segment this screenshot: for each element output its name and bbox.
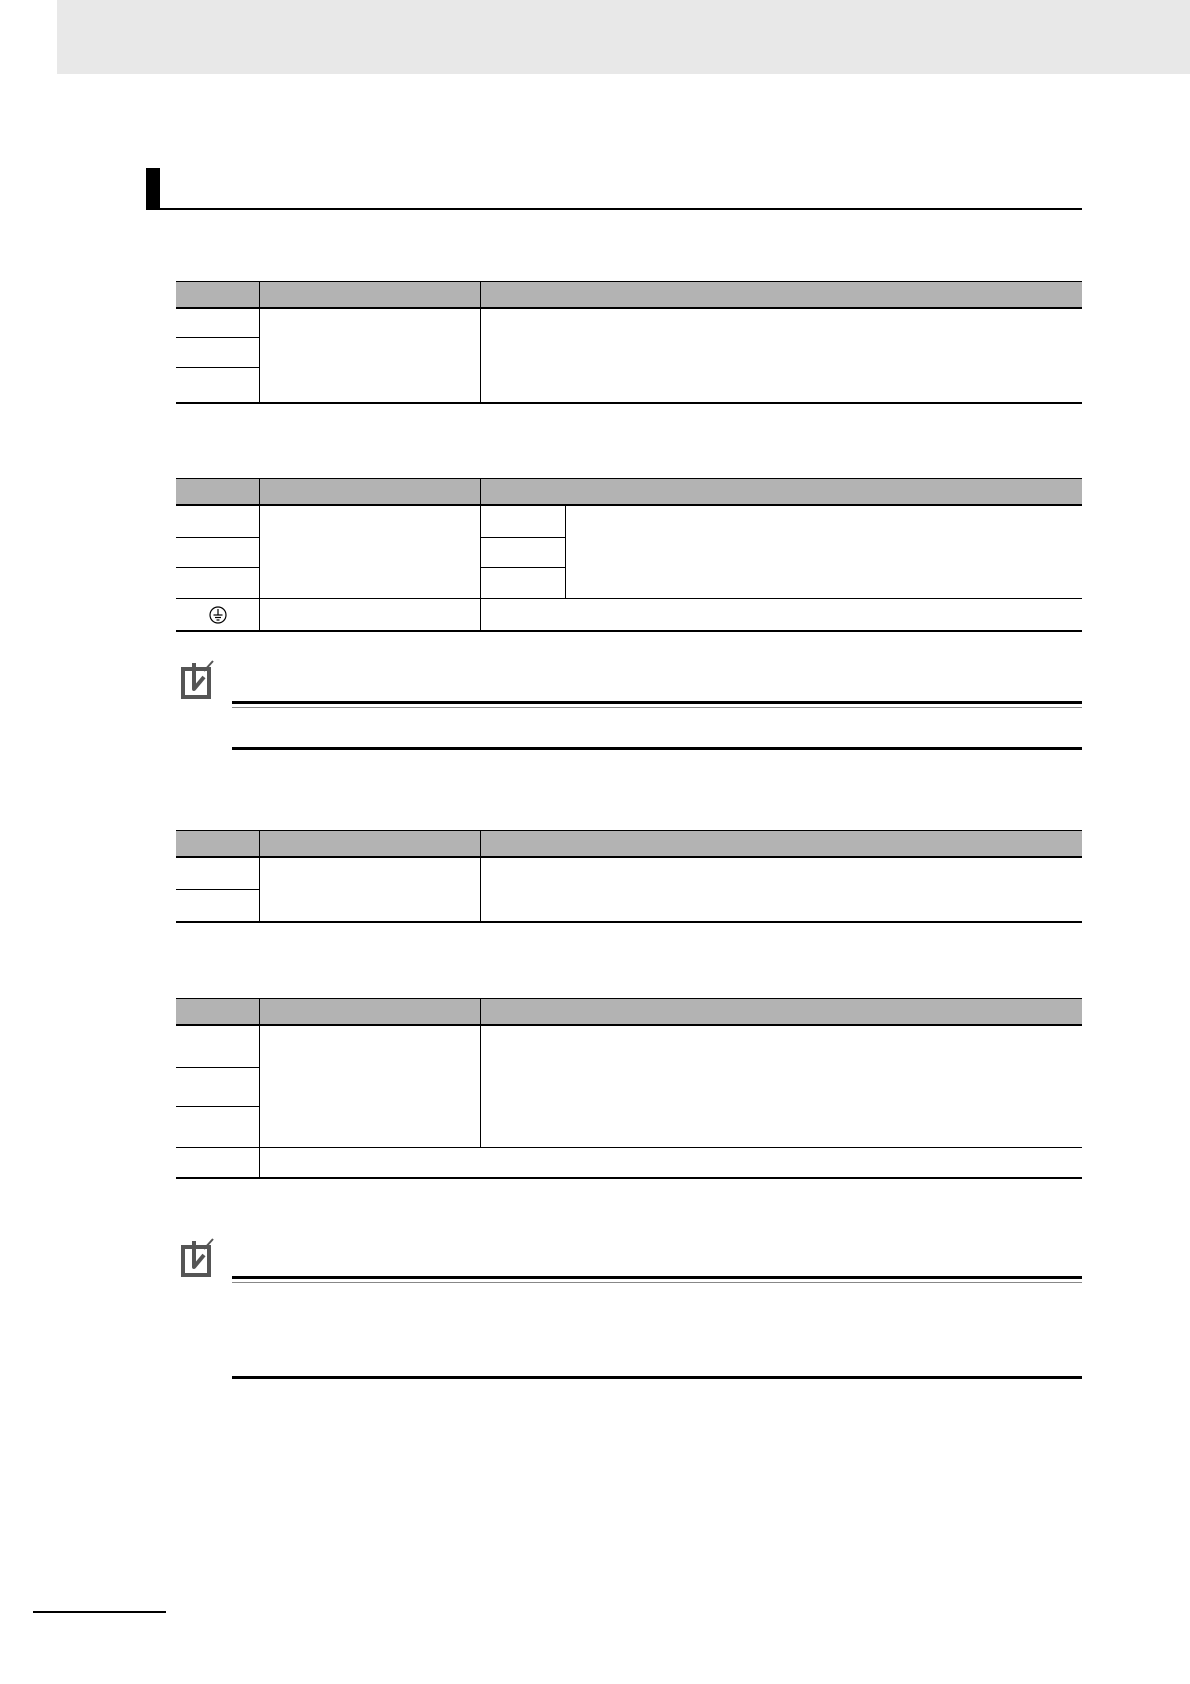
column-divider (480, 830, 481, 922)
note-top-rule-thin (232, 707, 1082, 708)
column-divider (480, 281, 481, 403)
table-bottom-rule (176, 630, 1082, 632)
protective-ground-icon (208, 605, 228, 625)
table-header-row (176, 998, 1082, 1026)
row-divider (480, 567, 565, 568)
table-2 (176, 478, 1082, 632)
note-top-rule-thin (232, 1282, 1082, 1283)
column-divider (259, 998, 260, 1179)
row-divider (176, 537, 259, 538)
table-header-row (176, 478, 1082, 506)
footer-rule (33, 1611, 166, 1613)
section-heading-bar (146, 168, 160, 210)
precaution-note-2 (176, 1237, 1082, 1382)
row-divider (176, 337, 259, 338)
row-divider (176, 1106, 259, 1107)
precautions-for-correct-use-icon (180, 1237, 216, 1279)
table-1 (176, 281, 1082, 404)
column-divider (259, 281, 260, 403)
row-divider (176, 1147, 1082, 1148)
section-heading-rule (146, 208, 1082, 210)
table-bottom-rule (176, 402, 1082, 404)
precautions-for-correct-use-icon (180, 659, 216, 701)
precaution-note-1 (176, 659, 1082, 754)
row-divider (176, 1067, 259, 1068)
row-divider (176, 567, 259, 568)
page-header-band (57, 0, 1190, 74)
row-divider (176, 367, 259, 368)
table-bottom-rule (176, 1177, 1082, 1179)
column-divider (480, 478, 481, 631)
column-divider (259, 830, 260, 922)
column-divider (565, 506, 566, 598)
table-3 (176, 830, 1082, 923)
note-top-rule (232, 701, 1082, 704)
column-divider (480, 998, 481, 1147)
note-bottom-rule (232, 747, 1082, 750)
row-divider (480, 537, 565, 538)
note-bottom-rule (232, 1376, 1082, 1379)
section-heading (146, 168, 1082, 210)
table-header-row (176, 281, 1082, 309)
note-top-rule (232, 1276, 1082, 1279)
table-4 (176, 998, 1082, 1180)
table-bottom-rule (176, 921, 1082, 923)
row-divider (176, 598, 1082, 599)
column-divider (259, 478, 260, 631)
table-header-row (176, 830, 1082, 858)
row-divider (176, 889, 259, 890)
